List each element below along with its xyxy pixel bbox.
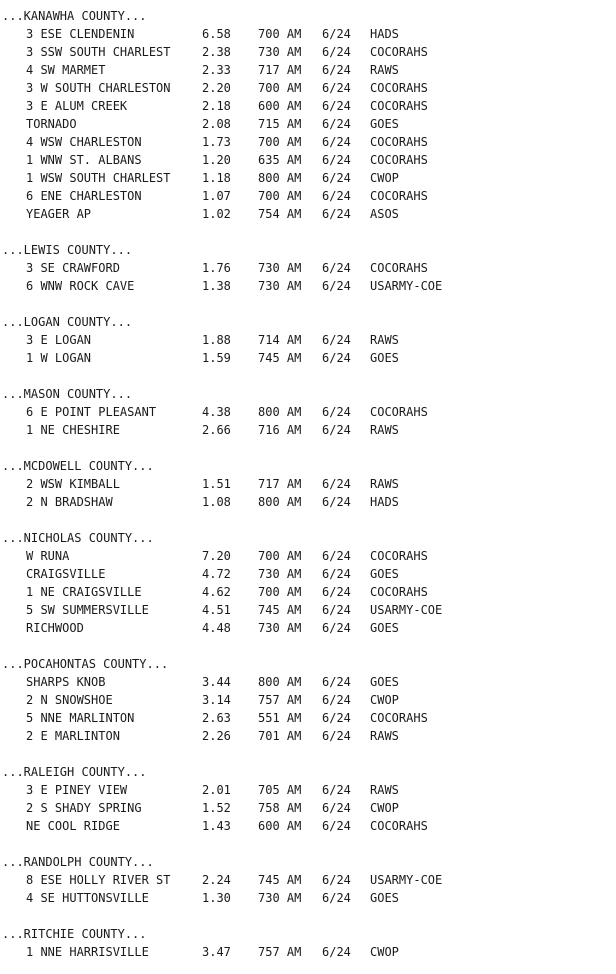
county-header: ...NICHOLAS COUNTY... xyxy=(2,531,154,545)
report-row xyxy=(2,403,428,421)
county-section xyxy=(2,241,443,295)
location-cell: 8 ESE HOLLY RIVER ST xyxy=(26,873,171,887)
date-cell: 6/24 xyxy=(322,81,351,95)
source-cell: GOES xyxy=(370,621,399,635)
date-cell: 6/24 xyxy=(322,729,351,743)
amount-cell: 1.52 xyxy=(202,801,231,815)
county-section xyxy=(2,655,428,745)
county-header: ...RALEIGH COUNTY... xyxy=(2,765,147,779)
amount-cell: 3.47 xyxy=(202,945,231,959)
source-cell: USARMY-COE xyxy=(370,873,443,887)
time-cell: 757 AM xyxy=(258,693,302,707)
time-cell: 717 AM xyxy=(258,63,302,77)
amount-cell: 1.18 xyxy=(202,171,231,185)
time-cell: 700 AM xyxy=(258,189,302,203)
source-cell: RAWS xyxy=(370,423,399,437)
amount-cell: 2.08 xyxy=(202,117,231,131)
time-cell: 730 AM xyxy=(258,45,302,59)
time-cell: 705 AM xyxy=(258,783,302,797)
time-cell: 717 AM xyxy=(258,477,302,491)
date-cell: 6/24 xyxy=(322,873,351,887)
location-cell: 4 WSW CHARLESTON xyxy=(26,135,142,149)
time-cell: 700 AM xyxy=(258,585,302,599)
report-row xyxy=(2,673,399,691)
time-cell: 800 AM xyxy=(258,171,302,185)
source-cell: RAWS xyxy=(370,729,399,743)
time-cell: 730 AM xyxy=(258,261,302,275)
time-cell: 551 AM xyxy=(258,711,302,725)
amount-cell: 4.51 xyxy=(202,603,231,617)
time-cell: 730 AM xyxy=(258,891,302,905)
date-cell: 6/24 xyxy=(322,567,351,581)
source-cell: COCORAHS xyxy=(370,819,428,833)
location-cell: YEAGER AP xyxy=(26,207,92,221)
source-cell: COCORAHS xyxy=(370,81,428,95)
date-cell: 6/24 xyxy=(322,549,351,563)
source-cell: HADS xyxy=(370,27,399,41)
location-cell: 3 E ALUM CREEK xyxy=(26,99,128,113)
report-row xyxy=(2,205,399,223)
location-cell: CRAIGSVILLE xyxy=(26,567,106,581)
time-cell: 700 AM xyxy=(258,27,302,41)
blank-line xyxy=(2,745,168,763)
report-row xyxy=(2,709,428,727)
report-row xyxy=(2,619,399,637)
date-cell: 6/24 xyxy=(322,891,351,905)
county-section xyxy=(2,385,428,439)
time-cell: 635 AM xyxy=(258,153,302,167)
amount-cell: 3.14 xyxy=(202,693,231,707)
report-row xyxy=(2,493,399,511)
date-cell: 6/24 xyxy=(322,603,351,617)
report-row xyxy=(2,97,428,115)
county-section xyxy=(2,7,428,223)
time-cell: 757 AM xyxy=(258,945,302,959)
county-header: ...RITCHIE COUNTY... xyxy=(2,927,147,941)
time-cell: 700 AM xyxy=(258,549,302,563)
source-cell: COCORAHS xyxy=(370,711,428,725)
amount-cell: 1.88 xyxy=(202,333,231,347)
report-row xyxy=(2,277,443,295)
time-cell: 730 AM xyxy=(258,279,302,293)
date-cell: 6/24 xyxy=(322,477,351,491)
county-section xyxy=(2,853,443,907)
source-cell: RAWS xyxy=(370,333,399,347)
location-cell: 5 NNE MARLINTON xyxy=(26,711,135,725)
source-cell: CWOP xyxy=(370,945,399,959)
date-cell: 6/24 xyxy=(322,693,351,707)
time-cell: 745 AM xyxy=(258,603,302,617)
report-row xyxy=(2,871,443,889)
source-cell: COCORAHS xyxy=(370,99,428,113)
amount-cell: 3.44 xyxy=(202,675,231,689)
amount-cell: 2.33 xyxy=(202,63,231,77)
date-cell: 6/24 xyxy=(322,153,351,167)
date-cell: 6/24 xyxy=(322,675,351,689)
date-cell: 6/24 xyxy=(322,351,351,365)
source-cell: COCORAHS xyxy=(370,405,428,419)
time-cell: 716 AM xyxy=(258,423,302,437)
county-section xyxy=(2,763,428,835)
location-cell: 2 N BRADSHAW xyxy=(26,495,113,509)
date-cell: 6/24 xyxy=(322,135,351,149)
amount-cell: 1.38 xyxy=(202,279,231,293)
amount-cell: 4.72 xyxy=(202,567,231,581)
report-row xyxy=(2,547,428,565)
source-cell: COCORAHS xyxy=(370,153,428,167)
source-cell: GOES xyxy=(370,891,399,905)
amount-cell: 4.48 xyxy=(202,621,231,635)
blank-line xyxy=(2,835,168,853)
report-row xyxy=(2,115,399,133)
source-cell: ASOS xyxy=(370,207,399,221)
source-cell: COCORAHS xyxy=(370,135,428,149)
report-row xyxy=(2,349,399,367)
location-cell: 5 SW SUMMERSVILLE xyxy=(26,603,149,617)
report-row xyxy=(2,331,399,349)
location-cell: 1 NE CRAIGSVILLE xyxy=(26,585,142,599)
report-row xyxy=(2,601,443,619)
amount-cell: 1.73 xyxy=(202,135,231,149)
location-cell: 1 WSW SOUTH CHARLEST xyxy=(26,171,171,185)
amount-cell: 2.66 xyxy=(202,423,231,437)
amount-cell: 1.30 xyxy=(202,891,231,905)
report-row xyxy=(2,727,399,745)
county-header: ...MASON COUNTY... xyxy=(2,387,133,401)
location-cell: 2 S SHADY SPRING xyxy=(26,801,142,815)
county-section xyxy=(2,457,399,511)
source-cell: COCORAHS xyxy=(370,261,428,275)
date-cell: 6/24 xyxy=(322,819,351,833)
location-cell: 3 SE CRAWFORD xyxy=(26,261,120,275)
location-cell: SHARPS KNOB xyxy=(26,675,106,689)
amount-cell: 1.02 xyxy=(202,207,231,221)
report-row xyxy=(2,133,428,151)
source-cell: GOES xyxy=(370,351,399,365)
location-cell: 1 WNW ST. ALBANS xyxy=(26,153,142,167)
blank-line xyxy=(2,439,168,457)
date-cell: 6/24 xyxy=(322,189,351,203)
report-row xyxy=(2,691,399,709)
blank-line xyxy=(2,637,168,655)
date-cell: 6/24 xyxy=(322,495,351,509)
date-cell: 6/24 xyxy=(322,171,351,185)
amount-cell: 4.62 xyxy=(202,585,231,599)
location-cell: NE COOL RIDGE xyxy=(26,819,120,833)
date-cell: 6/24 xyxy=(322,423,351,437)
time-cell: 700 AM xyxy=(258,135,302,149)
amount-cell: 1.07 xyxy=(202,189,231,203)
date-cell: 6/24 xyxy=(322,261,351,275)
date-cell: 6/24 xyxy=(322,27,351,41)
source-cell: RAWS xyxy=(370,63,399,77)
source-cell: USARMY-COE xyxy=(370,279,443,293)
location-cell: 3 E LOGAN xyxy=(26,333,92,347)
amount-cell: 4.38 xyxy=(202,405,231,419)
location-cell: 6 ENE CHARLESTON xyxy=(26,189,142,203)
amount-cell: 2.63 xyxy=(202,711,231,725)
location-cell: TORNADO xyxy=(26,117,77,131)
source-cell: COCORAHS xyxy=(370,189,428,203)
date-cell: 6/24 xyxy=(322,45,351,59)
date-cell: 6/24 xyxy=(322,783,351,797)
date-cell: 6/24 xyxy=(322,279,351,293)
report-row xyxy=(2,25,399,43)
blank-line xyxy=(2,367,168,385)
amount-cell: 7.20 xyxy=(202,549,231,563)
time-cell: 714 AM xyxy=(258,333,302,347)
amount-cell: 6.58 xyxy=(202,27,231,41)
location-cell: 1 NE CHESHIRE xyxy=(26,423,120,437)
time-cell: 700 AM xyxy=(258,81,302,95)
date-cell: 6/24 xyxy=(322,711,351,725)
report-row xyxy=(2,151,428,169)
source-cell: HADS xyxy=(370,495,399,509)
location-cell: 1 W LOGAN xyxy=(26,351,92,365)
amount-cell: 1.51 xyxy=(202,477,231,491)
date-cell: 6/24 xyxy=(322,405,351,419)
amount-cell: 2.01 xyxy=(202,783,231,797)
location-cell: 2 N SNOWSHOE xyxy=(26,693,113,707)
report-row xyxy=(2,583,428,601)
time-cell: 745 AM xyxy=(258,873,302,887)
report-row xyxy=(2,61,399,79)
source-cell: RAWS xyxy=(370,783,399,797)
time-cell: 745 AM xyxy=(258,351,302,365)
county-header: ...MCDOWELL COUNTY... xyxy=(2,459,154,473)
report-row xyxy=(2,565,399,583)
county-header: ...LEWIS COUNTY... xyxy=(2,243,133,257)
location-cell: 4 SE HUTTONSVILLE xyxy=(26,891,149,905)
amount-cell: 2.20 xyxy=(202,81,231,95)
county-section xyxy=(2,529,443,637)
source-cell: GOES xyxy=(370,675,399,689)
date-cell: 6/24 xyxy=(322,207,351,221)
report-row xyxy=(2,943,399,961)
amount-cell: 1.59 xyxy=(202,351,231,365)
county-header: ...POCAHONTAS COUNTY... xyxy=(2,657,169,671)
date-cell: 6/24 xyxy=(322,621,351,635)
report-row xyxy=(2,475,399,493)
report-row xyxy=(2,43,428,61)
blank-line xyxy=(2,907,168,925)
time-cell: 758 AM xyxy=(258,801,302,815)
blank-line xyxy=(2,223,168,241)
time-cell: 800 AM xyxy=(258,675,302,689)
amount-cell: 1.20 xyxy=(202,153,231,167)
county-header: ...LOGAN COUNTY... xyxy=(2,315,133,329)
report-row xyxy=(2,169,399,187)
time-cell: 754 AM xyxy=(258,207,302,221)
time-cell: 600 AM xyxy=(258,819,302,833)
location-cell: 3 SSW SOUTH CHARLEST xyxy=(26,45,171,59)
report-row xyxy=(2,817,428,835)
date-cell: 6/24 xyxy=(322,117,351,131)
location-cell: W RUNA xyxy=(26,549,70,563)
report-row xyxy=(2,187,428,205)
time-cell: 800 AM xyxy=(258,495,302,509)
location-cell: 1 NNE HARRISVILLE xyxy=(26,945,149,959)
location-cell: 6 E POINT PLEASANT xyxy=(26,405,157,419)
source-cell: COCORAHS xyxy=(370,45,428,59)
county-section xyxy=(2,925,399,961)
report-row xyxy=(2,259,428,277)
location-cell: 2 E MARLINTON xyxy=(26,729,120,743)
source-cell: RAWS xyxy=(370,477,399,491)
report-row xyxy=(2,889,399,907)
report-row xyxy=(2,421,399,439)
date-cell: 6/24 xyxy=(322,99,351,113)
date-cell: 6/24 xyxy=(322,945,351,959)
source-cell: COCORAHS xyxy=(370,549,428,563)
location-cell: 4 SW MARMET xyxy=(26,63,106,77)
location-cell: 3 E PINEY VIEW xyxy=(26,783,128,797)
amount-cell: 2.26 xyxy=(202,729,231,743)
time-cell: 600 AM xyxy=(258,99,302,113)
location-cell: 3 ESE CLENDENIN xyxy=(26,27,135,41)
report-row xyxy=(2,781,399,799)
time-cell: 730 AM xyxy=(258,567,302,581)
location-cell: 6 WNW ROCK CAVE xyxy=(26,279,135,293)
amount-cell: 2.38 xyxy=(202,45,231,59)
amount-cell: 1.43 xyxy=(202,819,231,833)
amount-cell: 1.76 xyxy=(202,261,231,275)
county-header: ...KANAWHA COUNTY... xyxy=(2,9,147,23)
date-cell: 6/24 xyxy=(322,63,351,77)
amount-cell: 2.24 xyxy=(202,873,231,887)
source-cell: CWOP xyxy=(370,801,399,815)
source-cell: CWOP xyxy=(370,693,399,707)
report-row xyxy=(2,79,428,97)
amount-cell: 1.08 xyxy=(202,495,231,509)
county-section xyxy=(2,313,399,367)
time-cell: 715 AM xyxy=(258,117,302,131)
source-cell: COCORAHS xyxy=(370,585,428,599)
location-cell: 2 WSW KIMBALL xyxy=(26,477,120,491)
date-cell: 6/24 xyxy=(322,585,351,599)
blank-line xyxy=(2,511,168,529)
date-cell: 6/24 xyxy=(322,333,351,347)
precipitation-report xyxy=(2,7,443,961)
time-cell: 701 AM xyxy=(258,729,302,743)
location-cell: RICHWOOD xyxy=(26,621,84,635)
county-header: ...RANDOLPH COUNTY... xyxy=(2,855,154,869)
source-cell: CWOP xyxy=(370,171,399,185)
source-cell: USARMY-COE xyxy=(370,603,443,617)
date-cell: 6/24 xyxy=(322,801,351,815)
location-cell: 3 W SOUTH CHARLESTON xyxy=(26,81,171,95)
source-cell: GOES xyxy=(370,567,399,581)
time-cell: 730 AM xyxy=(258,621,302,635)
blank-line xyxy=(2,295,168,313)
source-cell: GOES xyxy=(370,117,399,131)
time-cell: 800 AM xyxy=(258,405,302,419)
report-row xyxy=(2,799,399,817)
amount-cell: 2.18 xyxy=(202,99,231,113)
